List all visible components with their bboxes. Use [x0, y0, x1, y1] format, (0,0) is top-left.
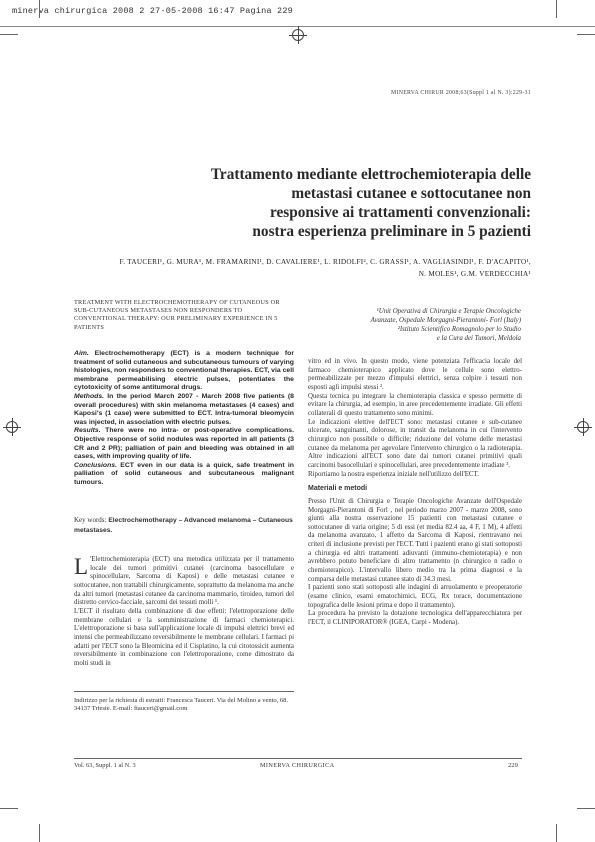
conclusions-label: Conclusions.	[74, 461, 117, 469]
keywords-text: Electrochemotherapy – Advanced melanoma – Cutaneous metastases.	[74, 517, 293, 534]
intro-text: 'Elettrochemioterapia (ECT) una metodica utilizzata per il trattamento locale dei tumori primitivi cutanei (carcinoma basocellulare e spinocellulare, Sarcoma di Kaposi) e delle metastasi cutanee e sottocutanee, non trattabili chirurgicamente, soprattutto da melanoma ma anche da altri tumori (metastasi cutanee da carcinoma mammario, tiroideo, tumori del distretto cervico-facciale, sarcomi dei tessuti molli ¹.	[74, 556, 294, 607]
crop-mark-br	[556, 824, 557, 842]
crop-mark-tr	[556, 0, 557, 18]
author-line: N. MOLES¹, G.M. VERDECCHIA¹	[418, 270, 531, 278]
registration-mark-right	[577, 421, 589, 433]
crop-mark-bl-h	[0, 808, 18, 809]
section-heading: Materiali e metodi	[308, 485, 368, 493]
title-line: Trattamento mediante elettrochemioterapia delle	[210, 166, 531, 183]
affiliation-line: ²Istituto Scientifico Romagnolo per lo Studio	[397, 326, 521, 333]
keywords-label: Key words:	[74, 516, 107, 524]
body-paragraph: Riportiamo la nostra esperienza iniziale nell'utilizzo dell'ECT.	[308, 470, 479, 478]
body-paragraph: I pazienti sono stati sottoposti alle indagini di arruolamento e preoperatorie (esame clinico, esami ematochimici, ECG, Rx torace, documentazione topografica delle lesioni prima e dopo il trattamento).	[308, 584, 522, 609]
page-number: 229	[508, 762, 518, 769]
affiliation-line: e la Cura dei Tumori, Meldola	[436, 335, 521, 342]
aim-label: Aim.	[74, 350, 89, 357]
body-column-left	[74, 556, 294, 669]
results-text: There were no intra- or post-operative complications. Objective response of solid nodules was reported in all patients (3 CR and 2 PR); palliation of pain and bleeding was obtained in all cases, with improving quality of life.	[74, 427, 294, 461]
aim-text: Electrochemotherapy (ECT) is a modern technique for treatment of solid cutaneous and subcutaneous tumours of varying histologies, non responders to conventional therapies. ECT, via cell membrane permeabilising electric pulses, potentiates the cytotoxicity of some antitumoral drugs.	[74, 350, 294, 392]
body-paragraph: Le indicazioni elettive dell'ECT sono: metastasi cutanee e sub-cutanee ulcerate, sanguinanti, dolorose, in transit da melanoma in cui l'intervento chirurgico non possibile o difficile; riduzione del volume delle metastasi cutanee da melanoma per agevolare l'intervento chirurgico o la radioterapia. Altre indicazioni all'ECT sono date dai tumori cutanei primitivi quali carcinomi basocellulari e spinocellulari, aree precedentemente irradiate ³.	[308, 418, 522, 469]
abstract-results	[74, 427, 294, 461]
crop-mark-br-h	[577, 808, 595, 809]
body-paragraph: vitro ed in vivo. In questo modo, viene potenziata l'efficacia locale del farmaco chemioterapico applicato dove le cellule sono elettro-permeabilizzate per mezzo d'impulsi elettrici, senza colpire i tessuti non esposti agli impulsi stessi ².	[308, 358, 522, 391]
english-title: TREATMENT WITH ELECTROCHEMOTHERAPY OF CUTANEOUS OR SUB-CUTANEOUS METASTASES NON RESPONDERS TO CONVENTIONAL THERAPY: OUR PRELIMINARY EXPERIENCE IN 5 PATIENTS	[74, 299, 280, 331]
intro-paragraph	[74, 556, 294, 608]
crop-mark-tl-h	[0, 34, 18, 35]
crop-mark-tr-h	[577, 34, 595, 35]
affiliations	[320, 307, 521, 343]
crop-mark-bl	[39, 824, 40, 842]
journal-header: MINERVA CHIRUR 2008;63(Suppl 1 al N. 3):229-31	[391, 90, 531, 96]
title-line: nostra esperienza preliminare in 5 pazienti	[252, 223, 531, 240]
results-label: Results.	[74, 427, 101, 435]
abstract-methods	[74, 393, 294, 427]
print-slug: minerva chirurgica 2008 2 27-05-2008 16:47 Pagina 229	[12, 6, 293, 16]
body-paragraph: Presso l'Unit di Chirurgia e Terapie Oncologiche Avanzate dell'Ospedale Morgagni-Pierantoni di Forl , nel periodo marzo 2007 - marzo 2008, sono giunti alla nostra osservazione 15 pazienti con metastasi cutanee e sottocutanee di varia origine; 5 di essi (et media 82.4 aa, 4 F, 1 M), 4 affetti da melanoma avanzato, 1 affetto da Sarcoma di Kaposi, rientravano nei criteri di inclusione previsti per l'ECT. Tutti i pazienti erano gi stati sottoposti a chirurgia ed altri trattamenti adiuvanti (immuno-chemioterapia) e non avrebbero potuto beneficiare di altro trattamento (n chirurgico n radio o chemioterapico). L'intervallo libero medio tra la prima diagnosi e la comparsa delle metastasi cutanee stato di 34.3 mesi.	[308, 497, 522, 583]
affiliation-line: Avanzate, Ospedale Morgagni-Pierantoni- Forl (Italy)	[370, 317, 521, 324]
registration-mark-left	[6, 421, 18, 433]
abstract-conclusions	[74, 462, 294, 488]
title-line: metastasi cutanee e sottocutanee non	[291, 185, 531, 202]
conclusions-text: ECT even in our data is a quick, safe treatment in palliation of solid cutaneous and subcutaneous malignant tumours.	[74, 461, 294, 486]
correspondence-footnote: Indirizzo per la richiesta di estratti: Francesca Tauceri. Via del Molino a vento, 68. 34137 Trieste. E-mail: ftauceri@gmail.com	[74, 697, 289, 713]
abstract-aim	[74, 350, 294, 393]
keywords	[74, 516, 294, 535]
abstract	[74, 350, 294, 488]
title-line: responsive ai trattamenti convenzionali:	[269, 204, 531, 221]
author-list	[61, 256, 531, 280]
article-title	[111, 165, 531, 241]
affiliation-line: ¹Unit Operativa di Chirurgia e Terapie Oncologiche	[376, 308, 521, 315]
body-paragraph: La procedura ha previsto la dotazione tecnologica dell'apparecchiatura per l'ECT, il CLINIPORATOR® (IGEA, Carpi - Modena).	[308, 610, 522, 627]
body-paragraph: Questa tecnica pu integrare la chemioterapia classica e spesso permette di evitare la chirurgia, ad esempio, in aree precedentemente irradiate. Gli effetti collaterali di questo trattamento sono minimi.	[308, 392, 522, 417]
registration-mark-top	[292, 29, 304, 41]
methods-text: In the period March 2007 - March 2008 five patients (8 overall procedures) with skin melanoma metastases (4 cases) and Kaposi's (1 case) were submitted to ECT. Intra-tumoral bleomycin was injected, in association with electric pulses.	[74, 392, 294, 426]
footer-volume: Vol. 63, Suppl. 1 al N. 3	[74, 762, 136, 769]
methods-label: Methods.	[74, 392, 105, 400]
footnote-rule	[74, 691, 294, 692]
body-paragraph: L'ECT il risultato della combinazione di due effetti: l'elettroporazione delle membrane cellulari e la somministrazione di farmaci chemioterapici. L'elettroporazione si basa sull'applicazione locale di impulsi elettrici brevi ed intensi che permeabilizzano reversibilmente le membrane cellulari. I farmaci pi adatti per l'ECT sono la Bleomicina ed il Cisplatino, la cui citotossicit aumenta reversibilmente in combinazione con l'elettroporazione, come dimostrato da molti studi in	[74, 607, 294, 667]
footer-rule	[74, 758, 522, 759]
crop-mark-tl	[39, 0, 40, 18]
drop-cap: L	[74, 554, 89, 579]
author-line: F. TAUCERI¹, G. MURA¹, M. FRAMARINI¹, D. CAVALIERE¹, L. RIDOLFI², C. GRASSI¹, A. VAGLIASINDI¹, F. D'ACAPITO¹,	[119, 258, 531, 266]
body-column-right	[308, 358, 522, 628]
footer-journal: MINERVA CHIRURGICA	[260, 762, 335, 769]
